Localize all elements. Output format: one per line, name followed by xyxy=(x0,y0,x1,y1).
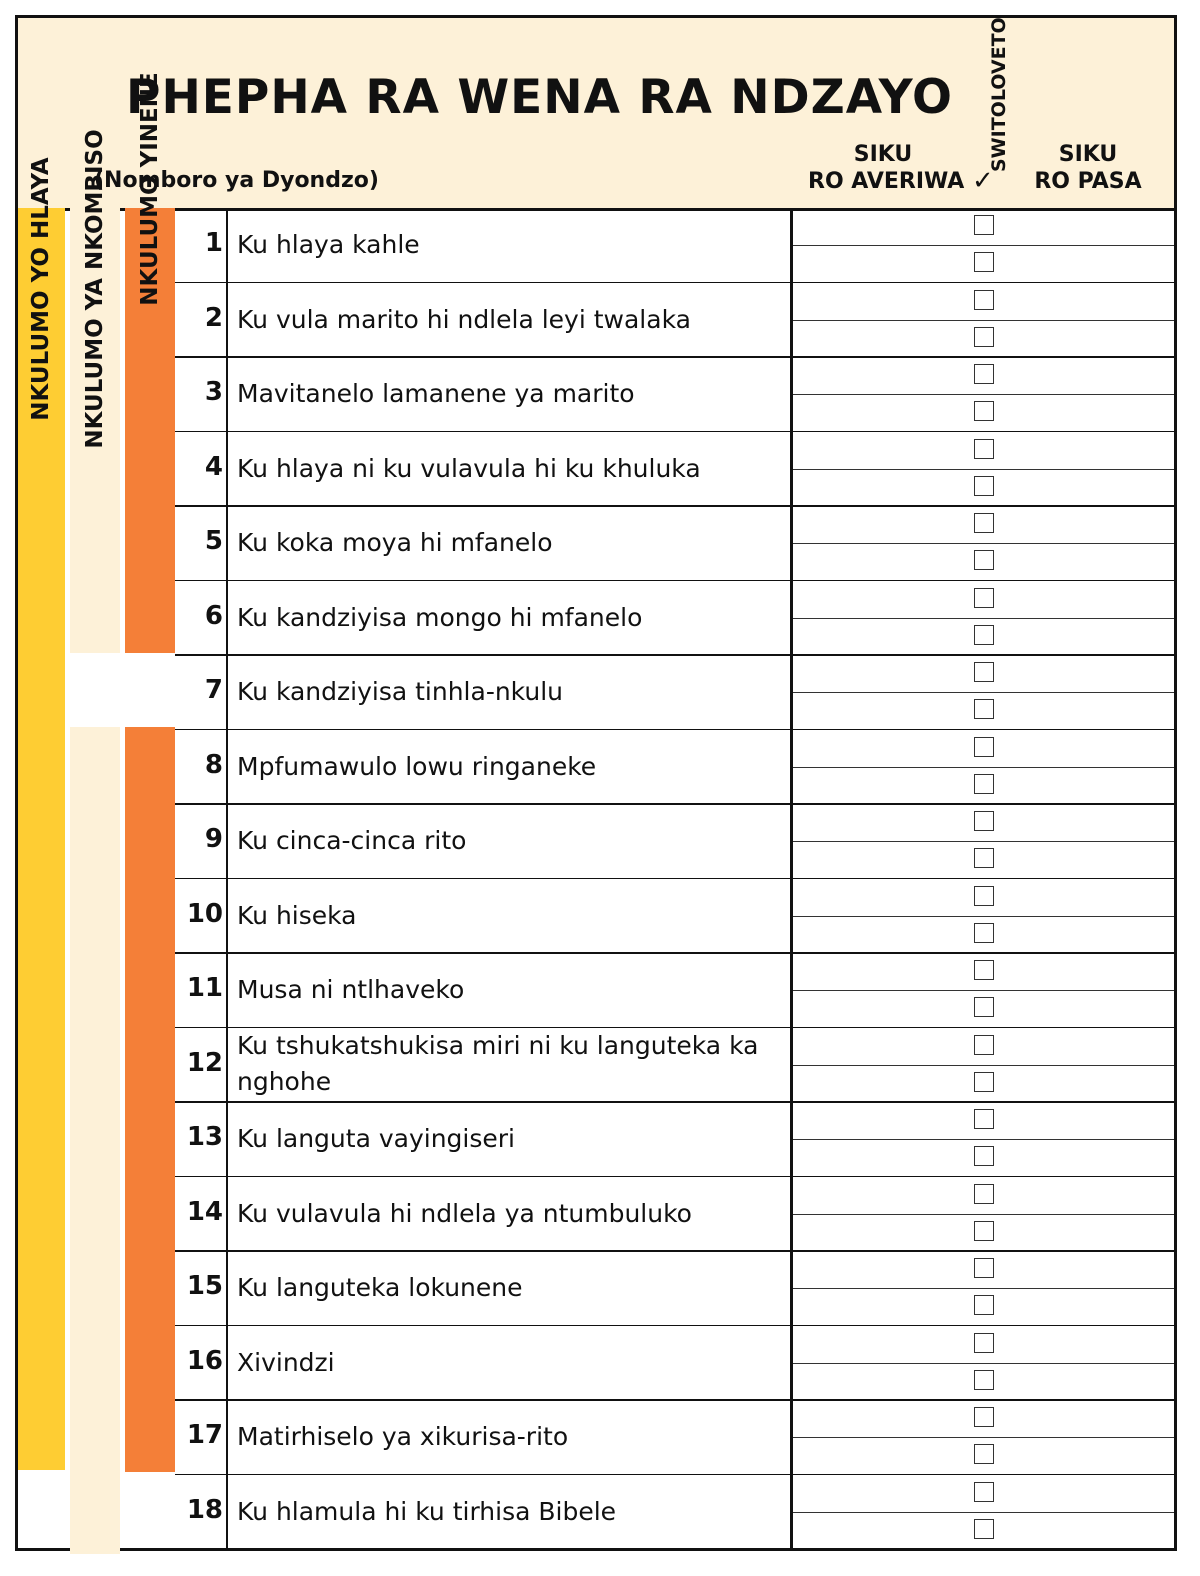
group-bar-demonstration-bottom xyxy=(70,727,120,1554)
lesson-title: Ku kandziyisa tinhla-nkulu xyxy=(237,677,564,707)
exercise-checkbox[interactable] xyxy=(974,1370,994,1390)
exercise-checkbox[interactable] xyxy=(974,364,994,384)
lesson-number: 3 xyxy=(204,377,223,408)
group-bar-talk-bottom xyxy=(125,727,175,1472)
lesson-title: Mavitanelo lamanene ya marito xyxy=(237,379,635,409)
lesson-number: 8 xyxy=(204,749,223,780)
lesson-number: 4 xyxy=(204,451,223,482)
lesson-number: 7 xyxy=(204,675,223,706)
lesson-row xyxy=(175,1326,1174,1401)
exercise-checkbox[interactable] xyxy=(974,1109,994,1129)
exercise-checkbox[interactable] xyxy=(974,774,994,794)
date-row-divider xyxy=(793,1139,1174,1140)
date-passed-header-line2: RO PASA xyxy=(1034,169,1142,194)
exercise-checkbox[interactable] xyxy=(974,1333,994,1353)
exercise-checkbox[interactable] xyxy=(974,290,994,310)
exercise-checkbox[interactable] xyxy=(974,1035,994,1055)
exercise-checkbox[interactable] xyxy=(974,1407,994,1427)
date-row-divider xyxy=(793,245,1174,246)
exercise-checkbox[interactable] xyxy=(974,1184,994,1204)
exercise-checkbox[interactable] xyxy=(974,848,994,868)
lesson-title: Ku vula marito hi ndlela leyi twalaka xyxy=(237,304,691,334)
lesson-row xyxy=(175,283,1174,358)
exercise-checkbox[interactable] xyxy=(974,588,994,608)
lesson-row xyxy=(175,1400,1174,1475)
lesson-row xyxy=(175,1177,1174,1252)
lesson-title: Ku hlamula hi ku tirhisa Bibele xyxy=(237,1496,617,1526)
exercise-checkbox[interactable] xyxy=(974,1482,994,1502)
exercise-checkbox[interactable] xyxy=(974,1072,994,1092)
date-row-divider xyxy=(793,692,1174,693)
check-mark-icon: ✓ xyxy=(972,166,994,196)
lesson-row xyxy=(175,1102,1174,1177)
exercise-checkbox[interactable] xyxy=(974,997,994,1017)
group-label-demonstration: NKULUMO YA NKOMBISO xyxy=(82,129,108,449)
lesson-number: 10 xyxy=(186,898,223,929)
lesson-number: 14 xyxy=(186,1196,223,1227)
lesson-row xyxy=(175,581,1174,656)
lesson-title: Ku languteka lokunene xyxy=(237,1273,523,1303)
exercise-checkbox[interactable] xyxy=(974,401,994,421)
exercise-checkbox[interactable] xyxy=(974,1444,994,1464)
date-row-divider xyxy=(793,1363,1174,1364)
date-assigned-header-line1: SIKU xyxy=(853,142,913,167)
exercise-checkbox[interactable] xyxy=(974,215,994,235)
lesson-row xyxy=(175,506,1174,581)
exercise-checkbox[interactable] xyxy=(974,699,994,719)
lesson-title: Xivindzi xyxy=(237,1347,335,1377)
lesson-row xyxy=(175,730,1174,805)
header xyxy=(18,18,1174,211)
date-row-divider xyxy=(793,1214,1174,1215)
exercise-checkbox[interactable] xyxy=(974,811,994,831)
exercise-checkbox[interactable] xyxy=(974,923,994,943)
lesson-number: 17 xyxy=(186,1420,223,1451)
exercise-checkbox[interactable] xyxy=(974,737,994,757)
lesson-number: 16 xyxy=(186,1345,223,1376)
lesson-title: Ku tshukatshukisa miri ni ku languteka ka nghohe xyxy=(237,1030,759,1096)
exercise-checkbox[interactable] xyxy=(974,476,994,496)
lesson-number: 5 xyxy=(204,526,223,557)
lesson-number: 1 xyxy=(204,228,223,259)
date-row-divider xyxy=(793,618,1174,619)
exercise-checkbox[interactable] xyxy=(974,513,994,533)
lesson-row xyxy=(175,1028,1174,1103)
exercise-checkbox[interactable] xyxy=(974,550,994,570)
exercise-checkbox[interactable] xyxy=(974,327,994,347)
date-row-divider xyxy=(793,990,1174,991)
lesson-row xyxy=(175,953,1174,1028)
exercise-checkbox[interactable] xyxy=(974,1146,994,1166)
lesson-row xyxy=(175,1475,1174,1550)
date-row-divider xyxy=(793,320,1174,321)
lesson-title: Ku vulavula hi ndlela ya ntumbuluko xyxy=(237,1198,692,1228)
exercise-checkbox[interactable] xyxy=(974,625,994,645)
lesson-number: 13 xyxy=(186,1122,223,1153)
exercises-header: SWITOLOVETO xyxy=(988,17,1010,172)
lesson-title: Ku hlaya kahle xyxy=(237,230,420,260)
lesson-row xyxy=(175,208,1174,283)
lesson-title: Ku hiseka xyxy=(237,900,357,930)
date-row-divider xyxy=(793,543,1174,544)
page-title: PHEPHA RA WENA RA NDZAYO xyxy=(126,70,953,125)
date-row-divider xyxy=(793,394,1174,395)
lesson-number: 11 xyxy=(186,973,223,1004)
exercise-checkbox[interactable] xyxy=(974,960,994,980)
date-row-divider xyxy=(793,1065,1174,1066)
lesson-row xyxy=(175,804,1174,879)
date-passed-header xyxy=(1018,141,1158,195)
date-row-divider xyxy=(793,1288,1174,1289)
lesson-row xyxy=(175,432,1174,507)
date-row-divider xyxy=(793,1512,1174,1513)
date-row-divider xyxy=(793,841,1174,842)
lesson-title: Ku languta vayingiseri xyxy=(237,1124,515,1154)
date-passed-header-line1: SIKU xyxy=(1058,142,1118,167)
exercise-checkbox[interactable] xyxy=(974,439,994,459)
date-row-divider xyxy=(793,916,1174,917)
lesson-row xyxy=(175,357,1174,432)
lesson-title: Ku kandziyisa mongo hi mfanelo xyxy=(237,602,643,632)
exercise-checkbox[interactable] xyxy=(974,1258,994,1278)
lesson-number: 12 xyxy=(186,1047,223,1078)
date-assigned-header-line2: RO AVERIWA xyxy=(808,169,965,194)
exercise-checkbox[interactable] xyxy=(974,662,994,682)
group-label-talk: NKULUMO YINENE xyxy=(137,72,163,306)
date-assigned-header xyxy=(808,141,965,195)
lesson-row xyxy=(175,1251,1174,1326)
lesson-row xyxy=(175,655,1174,730)
exercise-checkbox[interactable] xyxy=(974,1295,994,1315)
lesson-title: Mpfumawulo lowu ringaneke xyxy=(237,751,597,781)
lesson-title: Ku cinca-cinca rito xyxy=(237,826,467,856)
exercise-checkbox[interactable] xyxy=(974,1519,994,1539)
exercise-checkbox[interactable] xyxy=(974,1221,994,1241)
date-row-divider xyxy=(793,767,1174,768)
group-label-reading: NKULUMO YO HLAYA xyxy=(28,157,54,421)
lesson-row xyxy=(175,879,1174,954)
lesson-title: Ku koka moya hi mfanelo xyxy=(237,528,553,558)
progress-chart-sheet xyxy=(15,15,1177,1551)
lesson-number: 15 xyxy=(186,1271,223,1302)
page-subtitle: (Nomboro ya Dyondzo) xyxy=(94,168,379,193)
lesson-title: Ku hlaya ni ku vulavula hi ku khuluka xyxy=(237,453,701,483)
lesson-number: 18 xyxy=(186,1494,223,1525)
exercise-checkbox[interactable] xyxy=(974,886,994,906)
lesson-title: Matirhiselo ya xikurisa-rito xyxy=(237,1422,569,1452)
lesson-number: 9 xyxy=(204,824,223,855)
date-row-divider xyxy=(793,1437,1174,1438)
lesson-title: Musa ni ntlhaveko xyxy=(237,975,465,1005)
exercise-checkbox[interactable] xyxy=(974,252,994,272)
lesson-number: 2 xyxy=(204,302,223,333)
lesson-number: 6 xyxy=(204,600,223,631)
date-row-divider xyxy=(793,469,1174,470)
